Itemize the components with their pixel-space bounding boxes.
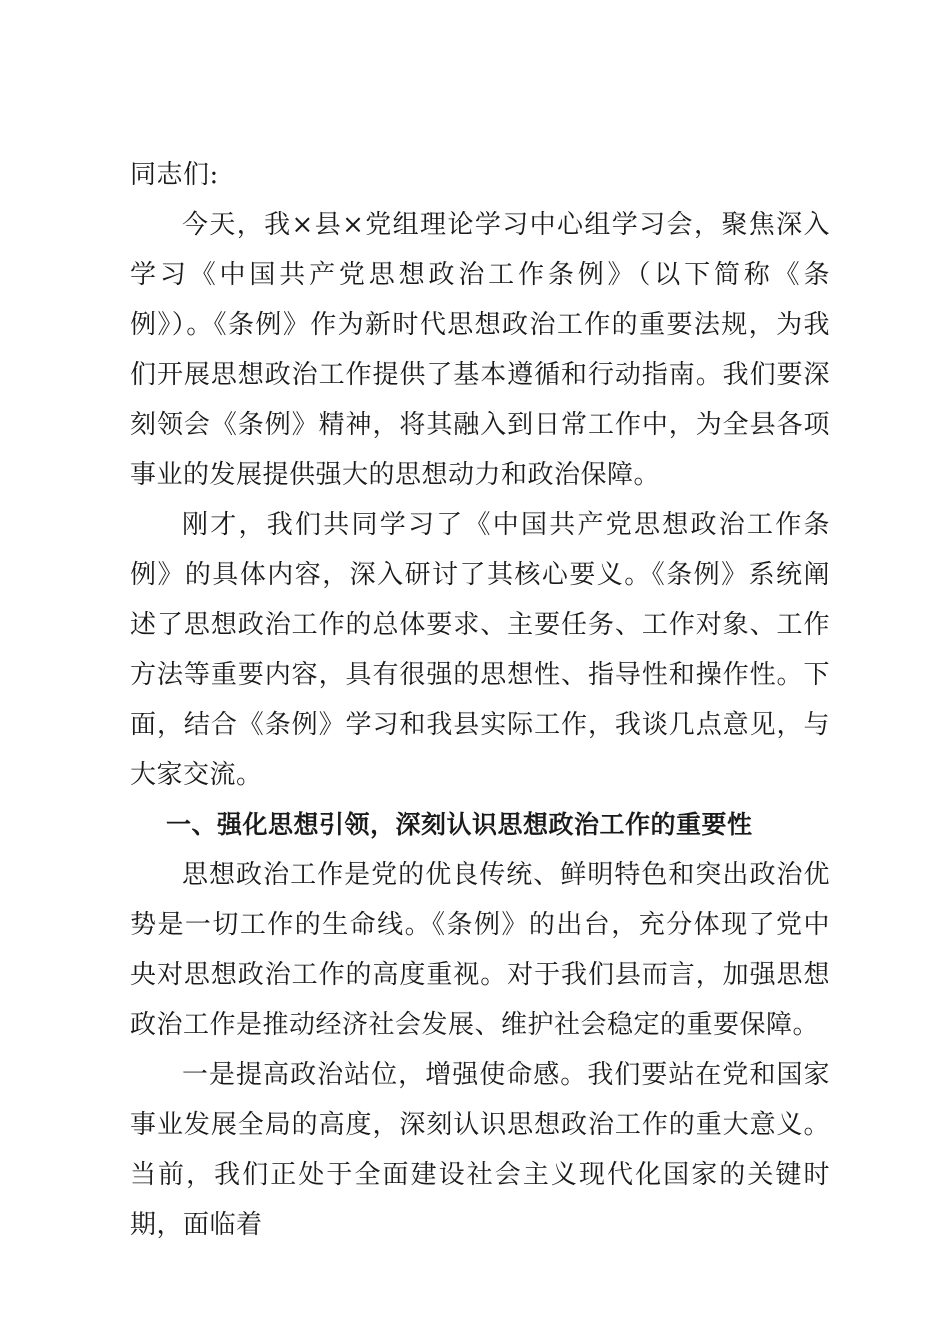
paragraph-overview: 刚才，我们共同学习了《中国共产党思想政治工作条例》的具体内容，深入研讨了其核心要义。《条例》系统阐述了思想政治工作的总体要求、主要任务、工作对象、工作方法等重要内容，具有很强的思想性、指导性和操作性。下面，结合《条例》学习和我县实际工作，我谈几点意见，与大家交流。	[130, 510, 830, 790]
salutation: 同志们:	[130, 160, 219, 190]
section-heading-1: 一、强化思想引领，深刻认识思想政治工作的重要性	[166, 810, 753, 839]
paragraph-section1-intro: 思想政治工作是党的优良传统、鲜明特色和突出政治优势是一切工作的生命线。《条例》的出台，充分体现了党中央对思想政治工作的高度重视。对于我们县而言，加强思想政治工作是推动经济社会发展、维护社会稳定的重要保障。	[130, 860, 830, 1040]
paragraph-section1-point1: 一是提高政治站位，增强使命感。我们要站在党和国家事业发展全局的高度，深刻认识思想政治工作的重大意义。当前，我们正处于全面建设社会主义现代化国家的关键时期，面临着	[130, 1060, 830, 1240]
document-body	[130, 150, 830, 1250]
paragraph-intro: 今天，我×县×党组理论学习中心组学习会，聚焦深入学习《中国共产党思想政治工作条例》（以下简称《条例》）。《条例》作为新时代思想政治工作的重要法规，为我们开展思想政治工作提供了基本遵循和行动指南。我们要深刻领会《条例》精神，将其融入到日常工作中，为全县各项事业的发展提供强大的思想动力和政治保障。	[130, 210, 830, 490]
